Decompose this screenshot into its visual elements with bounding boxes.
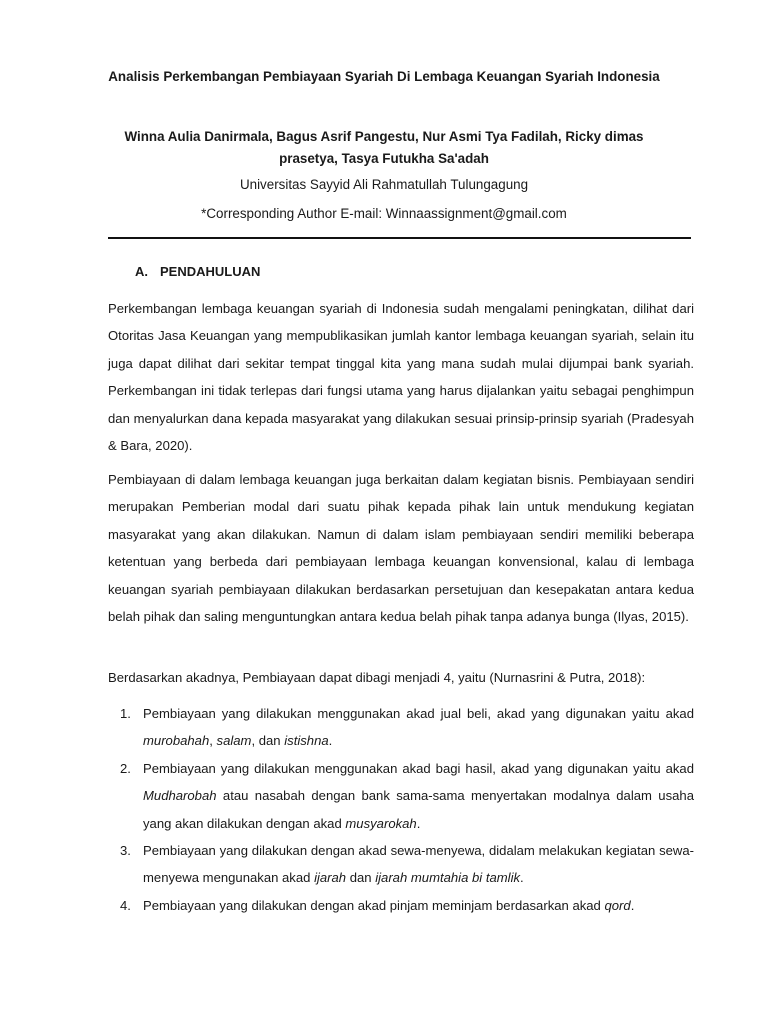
list-item-text: Pembiayaan yang dilakukan dengan akad pinjam meminjam berdasarkan akad [143, 897, 605, 913]
list-item-text: , [209, 733, 217, 749]
list-item-text: , dan [251, 733, 285, 749]
author-list: Winna Aulia Danirmala, Bagus Asrif Pangestu, Nur Asmi Tya Fadilah, Ricky dimas prasetya, Tasya Futukha Sa'adah [124, 129, 644, 166]
term-istishna: istishna [284, 733, 329, 749]
paper-title: Analisis Perkembangan Pembiayaan Syariah Di Lembaga Keuangan Syariah Indonesia [108, 69, 660, 84]
header-divider [108, 237, 691, 239]
list-item-number: 4. [120, 897, 131, 913]
corresponding-author-email: *Corresponding Author E-mail: Winnaassignment@gmail.com [201, 206, 567, 221]
list-item [108, 700, 694, 755]
section-number: A. [135, 264, 148, 279]
list-item [108, 892, 694, 919]
term-salam: salam [216, 733, 252, 749]
list-item-text: . [630, 897, 635, 913]
list-item-text: dan [346, 870, 376, 886]
term-ijarah: ijarah [314, 870, 347, 886]
list-item-text: Pembiayaan yang dilakukan menggunakan akad bagi hasil, akad yang digunakan yaitu akad [143, 760, 694, 776]
section-heading [135, 263, 260, 281]
list-item-text: . [520, 870, 524, 886]
list-item-text: . [328, 733, 333, 749]
section-title: PENDAHULUAN [160, 264, 261, 279]
list-item [108, 837, 694, 892]
list-item-text: Pembiayaan yang dilakukan dengan akad sewa-menyewa, didalam melakukan kegiatan sewa-menyewa mengunakan akad [143, 843, 694, 886]
list-item [108, 755, 694, 837]
list-item-number: 2. [120, 760, 131, 776]
term-ijarah-mumtahia-bi-tamlik: ijarah mumtahia bi tamlik [375, 870, 521, 886]
term-mudharobah: Mudharobah [143, 788, 217, 804]
term-murobahah: murobahah [143, 733, 210, 749]
paragraph-3: Berdasarkan akadnya, Pembiayaan dapat dibagi menjadi 4, yaitu (Nurnasrini & Putra, 2018): [108, 670, 646, 685]
list-item-number: 3. [120, 843, 131, 859]
list-item-text: atau nasabah dengan bank sama-sama menyertakan modalnya dalam usaha yang akan dilakukan dengan akad [143, 788, 694, 831]
term-qord: qord [604, 897, 631, 913]
paragraph-2: Pembiayaan di dalam lembaga keuangan juga berkaitan dalam kegiatan bisnis. Pembiayaan sendiri merupakan Pemberian modal dari suatu pihak kepada pihak lain untuk mendukung kegiatan masyarakat yang akan dilakukan. Namun di dalam islam pembiayaan sendiri memiliki beberapa ketentuan yang berbeda dari pembiayaan lembaga keuangan konvensional, kalau di lembaga keuangan syariah pembiayaan dilakukan berdasarkan persetujuan dan kesepakatan antara kedua belah pihak dan saling menguntungkan antara kedua belah pihak tanpa adanya bunga (Ilyas, 2015). [108, 472, 694, 625]
paragraph-1: Perkembangan lembaga keuangan syariah di Indonesia sudah mengalami peningkatan, dilihat dari Otoritas Jasa Keuangan yang mempublikasikan jumlah kantor lembaga keuangan syariah, selain itu juga dapat dilihat dari sekitar tempat tinggal kita yang mana sudah mulai dijumpai bank syariah. Perkembangan ini tidak terlepas dari fungsi utama yang harus dijalankan yaitu sebagai penghimpun dan menyalurkan dana kepada masyarakat yang dilakukan sesuai prinsip-prinsip syariah (Pradesyah & Bara, 2020). [108, 301, 694, 454]
term-musyarokah: musyarokah [345, 815, 417, 831]
financing-types-list [108, 700, 694, 919]
affiliation: Universitas Sayyid Ali Rahmatullah Tulungagung [239, 177, 529, 192]
list-item-text: . [416, 815, 421, 831]
list-item-text: Pembiayaan yang dilakukan menggunakan akad jual beli, akad yang digunakan yaitu akad [143, 706, 694, 721]
list-item-number: 1. [120, 706, 131, 721]
